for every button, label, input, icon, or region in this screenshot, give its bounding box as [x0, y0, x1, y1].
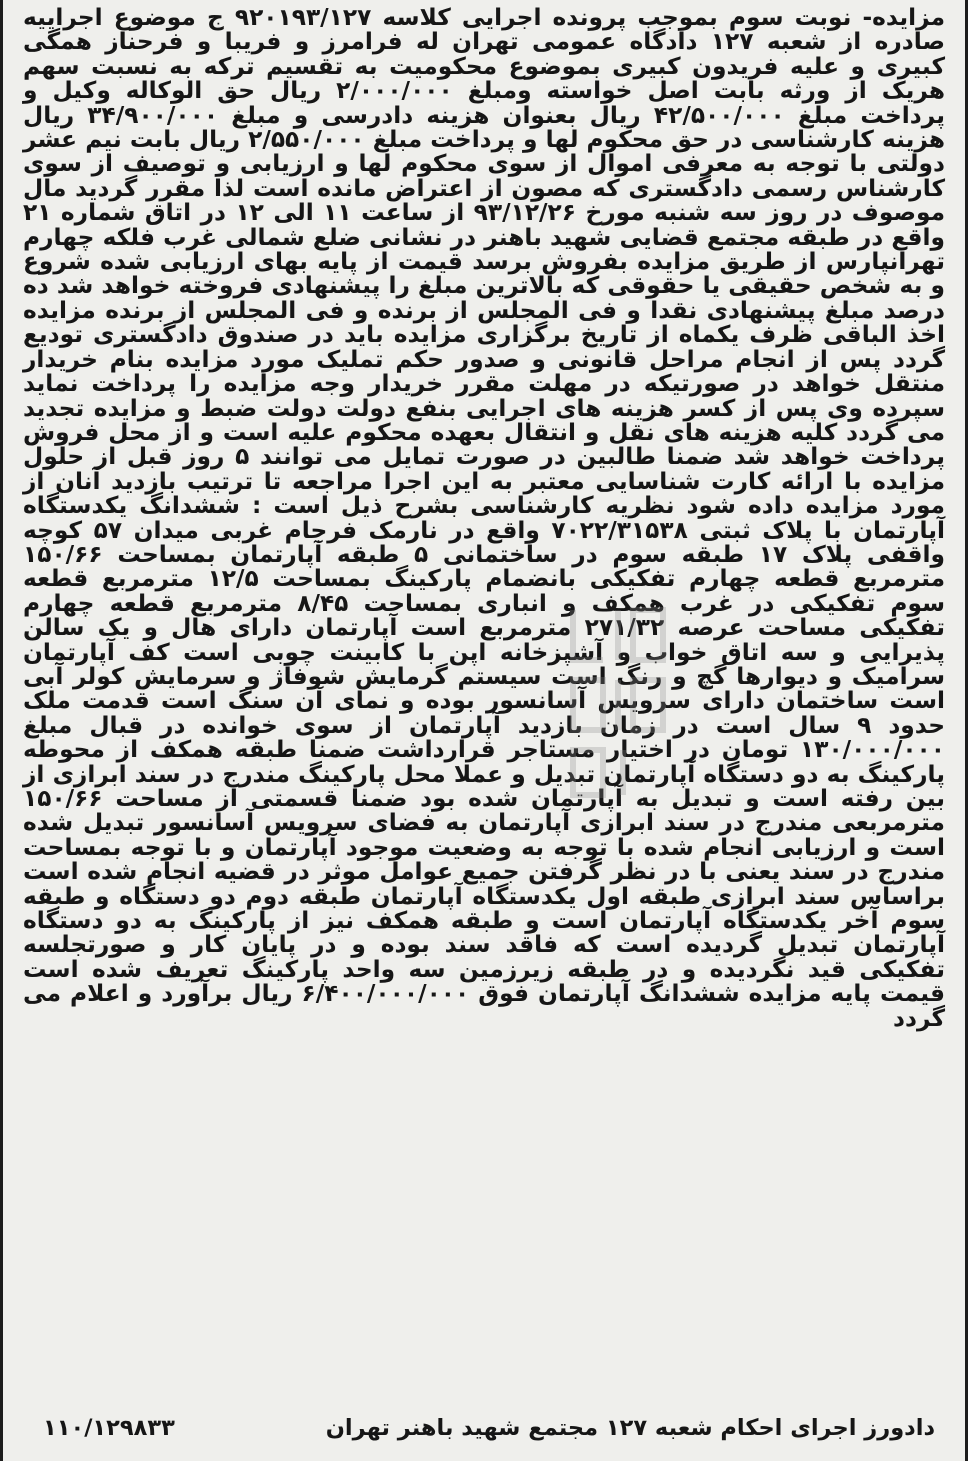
signature-line: دادورز اجرای احکام شعبه ۱۲۷ مجتمع شهید باهنر تهران [325, 1415, 935, 1441]
notice-code: ۱۱۰/۱۲۹۸۳۳ [43, 1415, 175, 1441]
watermark-stamp [563, 600, 673, 800]
auction-notice-text: مزایده- نوبت سوم بموجب پرونده اجرایی کلاسه ۹۲۰۱۹۳/۱۲۷ ج موضوع اجراییه صادره از شعبه ۱۲۷ دادگاه عمومی تهران له فرامرز و فریبا و فرحناز همگی کبیری و علیه فریدون کبیری بموضوع محکومیت به تقسیم ترکه به نسبت سهم هریک از ورثه بابت اصل خواسته ومبلغ ۲/۰۰۰/۰۰۰ ریال حق الوکاله وکیل و پرداخت مبلغ ۴۲/۵۰۰/۰۰۰ ریال بعنوان هزینه دادرسی و مبلغ ۳۴/۹۰۰/۰۰۰ ریال هزینه کارشناسی در حق محکوم لها و پرداخت مبلغ ۲/۵۵۰/۰۰۰ ریال بابت نیم عشر دولتی با توجه به معرفی اموال از سوی محکوم لها و ارزیابی و توصیف از سوی کارشناس رسمی دادگستری که مصون از اعتراض مانده است لذا مقرر گردید مال موصوف در روز سه شنبه مورخ ۹۳/۱۲/۲۶ از ساعت ۱۱ الی ۱۲ در اتاق شماره ۲۱ واقع در طبقه مجتمع قضایی شهید باهنر در نشانی ضلع شمالی غرب فلکه چهارم تهرانپارس از طریق مزایده بفروش برسد قیمت از پایه بهای ارزیابی شده شروع و به شخص حقیقی یا حقوقی که بالاترین مبلغ را پیشنهادی فروخته خواهد شد ده درصد مبلغ پیشنهادی نقدا و فی المجلس از برنده و فی المجلس از برنده مزایده اخذ الباقی ظرف یکماه از تاریخ برگزاری مزایده باید در صندوق دادگستری تودیع گردد پس از انجام مراحل قانونی و صدور حکم تملیک مورد مزایده بنام خریدار منتقل خواهد در صورتیکه در مهلت مقرر خریدار وجه مزایده را پرداخت نماید سپرده وی پس از کسر هزینه های اجرایی بنفع دولت دولت ضبط و مزایده تجدید می گردد کلیه هزینه های نقل و انتقال بعهده محکوم علیه است و از محل فروش پرداخت خواهد شد ضمنا طالبین در صورت تمایل می توانند ۵ روز قبل از حلول مزایده با ارائه کارت شناسایی معتبر به این اجرا مراجعه تا ترتیب بازدید آنان از مورد مزایده داده شود نظریه کارشناسی بشرح ذیل است : ششدانگ یکدستگاه آپارتمان با پلاک ثبتی ۷۰۲۲/۳۱۵۳۸ واقع در نارمک فرجام غربی میدان ۵۷ کوچه واقفی پلاک ۱۷ طبقه سوم در ساختمانی ۵ طبقه آپارتمان بمساحت ۱۵۰/۶۶ مترمربع قطعه چهارم تفکیکی بانضمام پارکینگ بمساحت ۱۲/۵ مترمربع قطعه سوم تفکیکی در غرب همکف و انباری بمساحت ۸/۴۵ مترمربع قطعه چهارم تفکیکی مساحت عرصه ۲۷۱/۳۲ مترمربع است آپارتمان دارای هال و یک سالن پذیرایی و سه اتاق خواب و آشپزخانه اپن با کابینت چوبی است کف آپارتمان سرامیک و دیوارها گچ و رنگ است سیستم گرمایش شوفاژ و سرمایش کولر آبی است ساختمان دارای سرویس آسانسور بوده و نمای آن سنگ است قدمت ملک حدود ۹ سال است در زمان بازدید آپارتمان از سوی خوانده در قبال مبلغ ۱۳۰/۰۰۰/۰۰۰ تومان در اختیار مستاجر قرارداشت ضمنا طبقه همکف از محوطه پارکینگ به دو دستگاه آپارتمان تبدیل و عملا محل پارکینگ مندرج در سند ابرازی از بین رفته است و تبدیل به آپارتمان شده بود ضمنا قسمتی از مساحت ۱۵۰/۶۶ مترمربعی مندرج در سند ابرازی آپارتمان به فضای سرویس آسانسور تبدیل شده است و ارزیابی انجام شده با توجه به وضعیت موجود آپارتمان و با توجه بمساحت مندرج در سند یعنی با در نظر گرفتن جمیع عوامل موثر در قضیه انجام شده است براساس سند ابرازی طبقه اول یکدستگاه آپارتمان طبقه دوم دو دستگاه و طبقه سوم آخر یکدستگاه آپارتمان است و طبقه همکف نیز از پارکینگ به دو دستگاه آپارتمان تبدیل گردیده است که فاقد سند بوده و در پایان کار و صورتجلسه تفکیکی قید نگردیده و در طبقه زیرزمین سه واحد پارکینگ تعریف شده است قیمت پایه مزایده ششدانگ آپارتمان فوق ۶/۴۰۰/۰۰۰/۰۰۰ ریال برآورد و اعلام می گردد [22, 4, 946, 1032]
notice-footer [33, 1415, 935, 1441]
